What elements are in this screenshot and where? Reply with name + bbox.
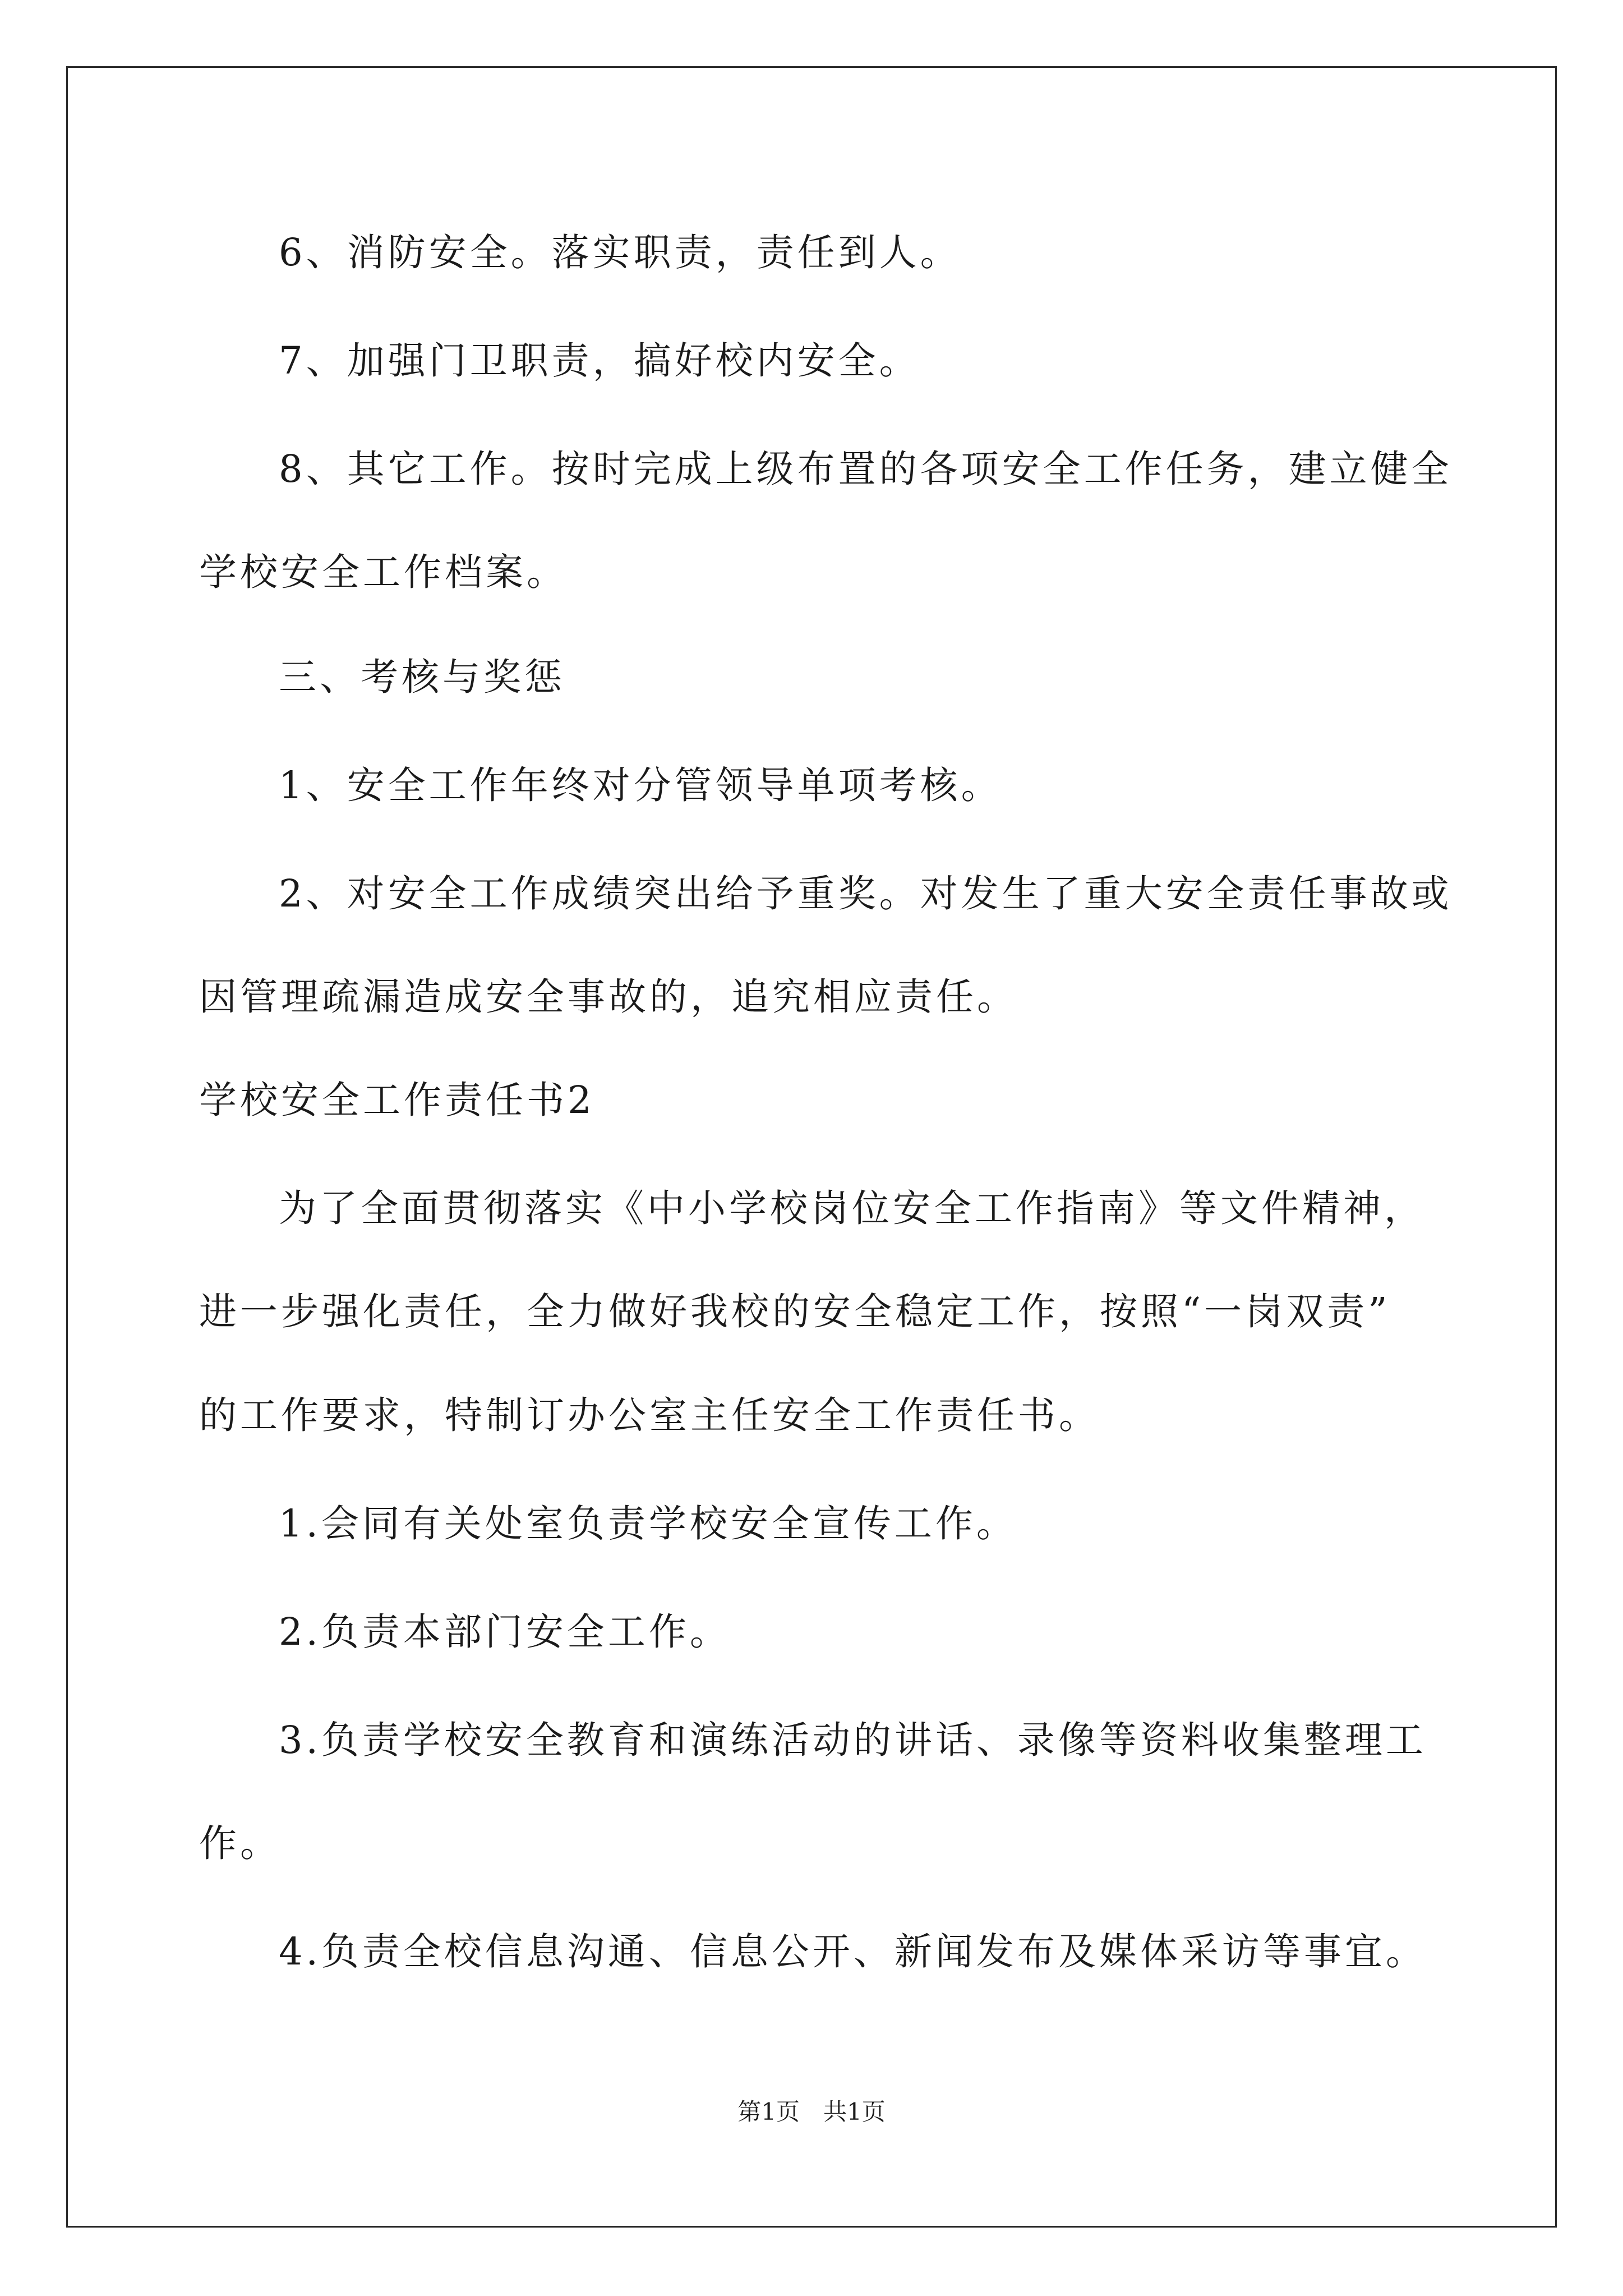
paragraph-gatekeeper: 7、加强门卫职责，搞好校内安全。	[279, 339, 920, 383]
paragraph-fire-safety: 6、消防安全。落实职责，责任到人。	[279, 231, 961, 274]
paragraph-intro-cont-2: 的工作要求，特制订办公室主任安全工作责任书。	[199, 1393, 1100, 1437]
document-title-2: 学校安全工作责任书2	[199, 1078, 595, 1122]
list-item-2: 2.负责本部门安全工作。	[279, 1610, 731, 1654]
paragraph-rewards: 2、对安全工作成绩突出给予重奖。对发生了重大安全责任事故或	[279, 872, 1453, 915]
paragraph-other-work: 8、其它工作。按时完成上级布置的各项安全工作任务，建立健全	[279, 447, 1453, 491]
list-item-3-cont: 作。	[199, 1821, 281, 1865]
paragraph-rewards-cont: 因管理疏漏造成安全事故的，追究相应责任。	[199, 975, 1018, 1019]
section-heading-assessment: 三、考核与奖惩	[279, 655, 565, 699]
list-item-3: 3.负责学校安全教育和演练活动的讲话、录像等资料收集整理工	[279, 1718, 1427, 1762]
list-item-4: 4.负责全校信息沟通、信息公开、新闻发布及媒体采访等事宜。	[279, 1930, 1427, 1973]
paragraph-other-work-cont: 学校安全工作档案。	[199, 550, 568, 594]
paragraph-intro-cont-1: 进一步强化责任，全力做好我校的安全稳定工作，按照“一岗双责”	[199, 1290, 1391, 1333]
page-border	[66, 66, 1557, 2228]
paragraph-annual-assessment: 1、安全工作年终对分管领导单项考核。	[279, 763, 1002, 807]
page-footer: 第1页 共1页	[737, 2098, 886, 2125]
paragraph-intro: 为了全面贯彻落实《中小学校岗位安全工作指南》等文件精神，	[279, 1186, 1425, 1230]
list-item-1: 1.会同有关处室负责学校安全宣传工作。	[279, 1502, 1017, 1545]
